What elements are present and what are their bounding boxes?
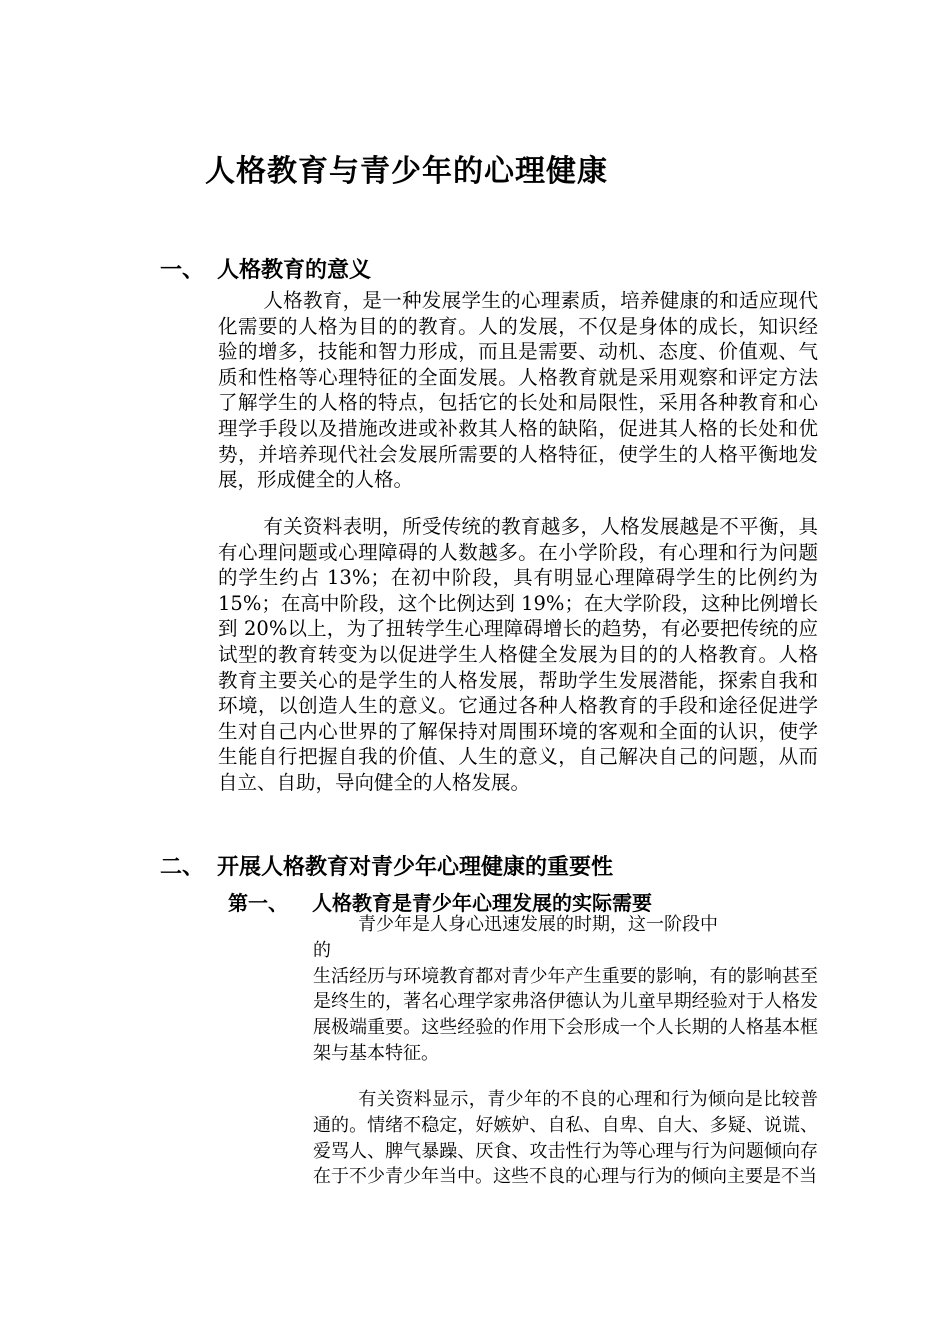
section-number-1: 一、	[160, 258, 205, 283]
paragraph-4	[313, 1087, 818, 1190]
paragraph-4-text: 有关资料显示，青少年的不良的心理和行为倾向是比较普通的。情绪不稳定，好嫉妒、自私、自卑、自大、多疑、说谎、爱骂人、脾气暴躁、厌食、攻击性行为等心理与行为问题倾向存在于不少青少年当中。这些不良的心理与行为的倾向主要是不当	[313, 1089, 818, 1188]
paragraph-3-first-line	[313, 912, 818, 938]
section-heading-2	[160, 850, 613, 881]
subsection-number-1: 第一、	[228, 891, 288, 915]
paragraph-2	[218, 514, 818, 796]
section-heading-1	[160, 253, 371, 284]
paragraph-3	[313, 912, 818, 1067]
paragraph-1-text: 人格教育，是一种发展学生的心理素质，培养健康的和适应现代化需要的人格为目的的教育。人的发展，不仅是身体的成长，知识经验的增多，技能和智力形成，而且是需要、动机、态度、价值观、气质和性格等心理特征的全面发展。人格教育就是采用观察和评定方法了解学生的人格的特点，包括它的长处和局限性，采用各种教育和心理学手段以及措施改进或补救其人格的缺陷，促进其人格的长处和优势，并培养现代社会发展所需要的人格特征，使学生的人格平衡地发展，形成健全的人格。	[218, 289, 818, 492]
section-title-1: 人格教育的意义	[217, 258, 372, 283]
section-number-2: 二、	[160, 855, 205, 880]
paragraph-2-text: 有关资料表明，所受传统的教育越多，人格发展越是不平衡，具有心理问题或心理障碍的人数越多。在小学阶段，有心理和行为问题的学生约占 13%；在初中阶段，具有明显心理障碍学生的比例约为 15%；在高中阶段，这个比例达到 19%；在大学阶段，这种比例增长到 20%以上，为了扭转学生心理障碍增长的趋势，有必要把传统的应试型的教育转变为以促进学生人格健全发展为目的的人格教育。人格教育主要关心的是学生的人格发展，帮助学生发展潜能，探索自我和环境，以创造人生的意义。它通过各种人格教育的手段和途径促进学生对自己内心世界的了解保持对周围环境的客观和全面的认识，使学生能自行把握自我的价值、人生的意义，自己解决自己的问题，从而自立、自助，导向健全的人格发展。	[218, 515, 818, 794]
section-title-2: 开展人格教育对青少年心理健康的重要性	[217, 855, 614, 880]
paragraph-1	[218, 288, 818, 493]
subsection-title-1: 人格教育是青少年心理发展的实际需要	[312, 891, 652, 915]
paragraph-3-first-line-text: 青少年是人身心迅速发展的时期，这一阶段中	[358, 914, 718, 935]
document-title: 人格教育与青少年的心理健康	[205, 154, 608, 189]
paragraph-3-rest: 生活经历与环境教育都对青少年产生重要的影响，有的影响甚至是终生的，著名心理学家弗洛伊德认为儿童早期经验对于人格发展极端重要。这些经验的作用下会形成一个人长期的人格基本框架与基本特征。	[313, 965, 818, 1064]
paragraph-3-orphan: 的	[313, 939, 331, 961]
